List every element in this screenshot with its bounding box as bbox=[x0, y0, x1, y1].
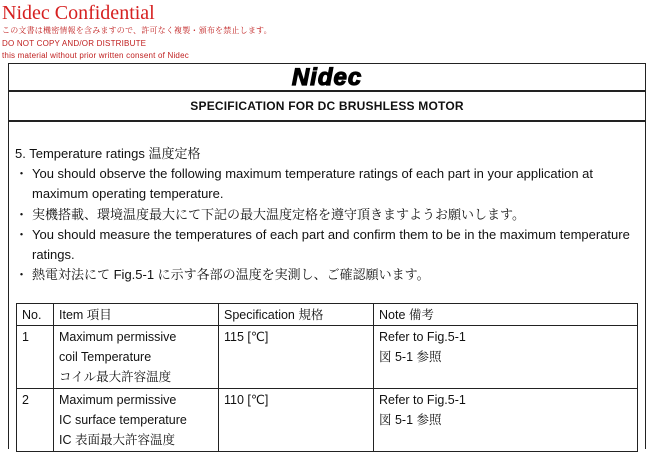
bullet-text: You should measure the temperatures of each part and confirm them to be in the maximum temperature ratings. bbox=[32, 226, 630, 263]
cell-no: 2 bbox=[17, 389, 54, 452]
logo-text: Nidec bbox=[291, 65, 363, 89]
bullet-item bbox=[15, 164, 639, 204]
header-note: Note 備考 bbox=[374, 304, 638, 326]
section-heading: 5. Temperature ratings 温度定格 bbox=[15, 146, 201, 161]
bullet-symbol: ・ bbox=[15, 166, 29, 182]
cell-note-line: 図 5-1 参照 bbox=[379, 413, 442, 427]
cell-note-line: Refer to Fig.5-1 bbox=[379, 330, 466, 344]
bullet-symbol: ・ bbox=[15, 206, 29, 222]
bullet-item bbox=[15, 225, 639, 265]
table-row bbox=[17, 326, 638, 389]
cell-specification: 115 [℃] bbox=[219, 326, 374, 389]
cell-item-line: コイル最大許容温度 bbox=[59, 370, 172, 384]
header-no: No. bbox=[17, 304, 54, 326]
spec-title bbox=[9, 90, 645, 122]
cell-no: 1 bbox=[17, 326, 54, 389]
confidential-notice-consent: this material without prior written consent of Nidec bbox=[2, 51, 189, 60]
confidential-title: Nidec Confidential bbox=[2, 2, 155, 24]
cell-item-line: coil Temperature bbox=[59, 350, 152, 364]
header-item: Item 項目 bbox=[54, 304, 219, 326]
temperature-ratings-section bbox=[15, 144, 639, 285]
confidential-notice-copy: DO NOT COPY AND/OR DISTRIBUTE bbox=[2, 39, 147, 48]
cell-note-line: 図 5-1 参照 bbox=[379, 350, 442, 364]
document-frame bbox=[8, 63, 646, 449]
bullet-text: You should observe the following maximum temperature ratings of each part in your application at maximum operating temperature. bbox=[32, 166, 593, 202]
bullet-symbol: ・ bbox=[15, 226, 29, 242]
cell-note bbox=[374, 326, 638, 389]
nidec-logo-mark bbox=[277, 65, 377, 89]
table-row bbox=[17, 389, 638, 452]
header-specification: Specification 規格 bbox=[219, 304, 374, 326]
cell-item bbox=[54, 389, 219, 452]
bullet-item bbox=[15, 265, 639, 285]
cell-item-line: Maximum permissive bbox=[59, 393, 177, 407]
cell-item-line: Maximum permissive bbox=[59, 330, 177, 344]
bullet-text: 実機搭載、環境温度最大にて下記の最大温度定格を遵守頂きますようお願いします。 bbox=[32, 206, 525, 222]
bullet-item bbox=[15, 205, 639, 225]
confidential-notice-jp: この文書は機密情報を含みますので、許可なく複製・頒布を禁止します。 bbox=[2, 26, 272, 35]
cell-note-line: Refer to Fig.5-1 bbox=[379, 393, 466, 407]
temperature-ratings-table bbox=[16, 303, 638, 452]
cell-item bbox=[54, 326, 219, 389]
cell-note bbox=[374, 389, 638, 452]
bullet-symbol: ・ bbox=[15, 267, 29, 283]
cell-item-line: IC surface temperature bbox=[59, 413, 187, 427]
cell-item-line: IC 表面最大許容温度 bbox=[59, 433, 175, 447]
cell-specification: 110 [℃] bbox=[219, 389, 374, 452]
spec-title-text: SPECIFICATION FOR DC BRUSHLESS MOTOR bbox=[190, 99, 464, 113]
nidec-logo bbox=[9, 64, 645, 90]
table-header-row bbox=[17, 304, 638, 326]
bullet-text: 熱電対法にて Fig.5-1 に示す各部の温度を実測し、ご確認願います。 bbox=[32, 267, 430, 283]
